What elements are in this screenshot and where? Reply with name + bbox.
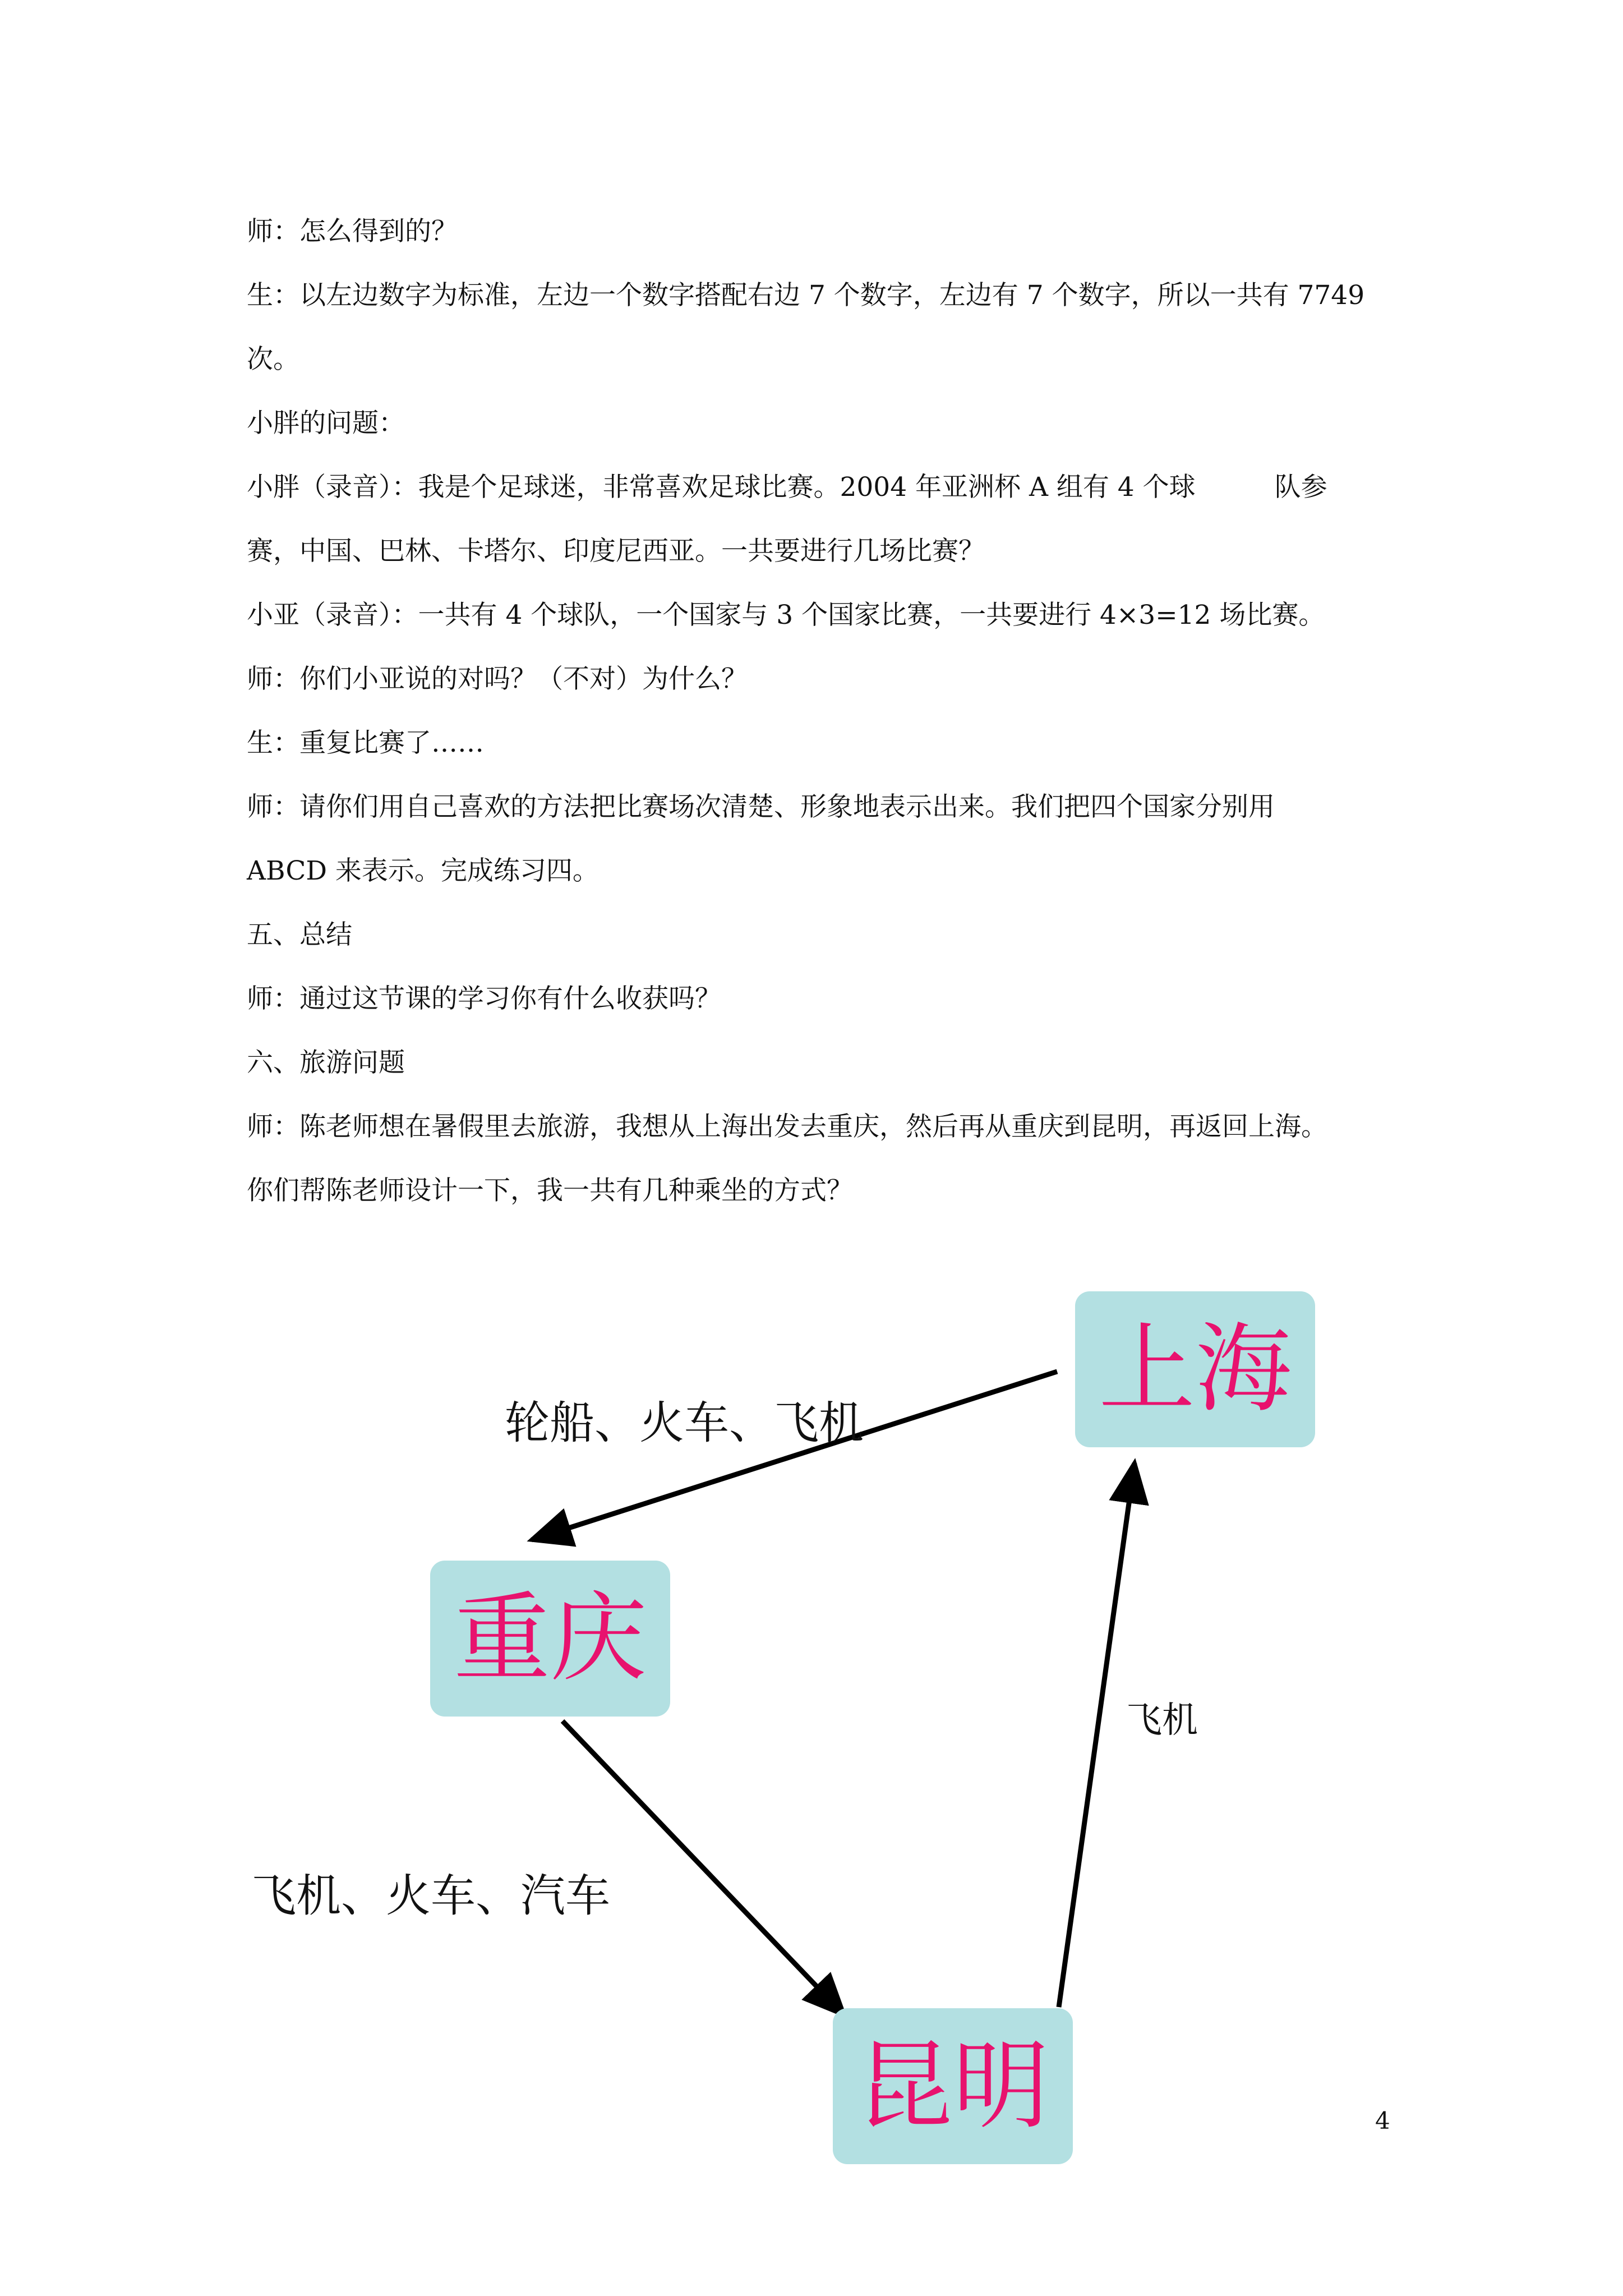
text-line-9: 生：重复比赛了……: [247, 728, 484, 758]
text-line-5: 小胖（录音）：我是个足球迷，非常喜欢足球比赛。2004 年亚洲杯 A 组有 4 个球 队参: [247, 472, 1327, 503]
label-chongqing-kunming: 飞机、火车、汽车: [251, 1870, 610, 1922]
text-line-10: 师：请你们用自己喜欢的方法把比赛场次清楚、形象地表示出来。我们把四个国家分别用: [247, 792, 1275, 822]
page-number: 4: [1375, 2107, 1390, 2134]
node-kunming: 昆明: [833, 2008, 1073, 2164]
text-line-12: 五、总结: [247, 919, 352, 950]
text-line-2: 生：以左边数字为标准，左边一个数字搭配右边 7 个数字，左边有 7 个数字，所以一共有 7749: [247, 280, 1365, 311]
arrow-chongqing-to-kunming: [562, 1721, 844, 2015]
text-line-14: 六、旅游问题: [247, 1047, 405, 1078]
node-shanghai: 上海: [1075, 1291, 1315, 1447]
text-line-1: 师：怎么得到的？: [247, 216, 458, 247]
text-line-13: 师：通过这节课的学习你有什么收获吗？: [247, 983, 721, 1014]
label-kunming-shanghai: 飞机: [1126, 1700, 1198, 1741]
label-shanghai-chongqing: 轮船、火车、飞机: [505, 1397, 864, 1449]
text-line-16: 你们帮陈老师设计一下，我一共有几种乘坐的方式？: [247, 1175, 853, 1206]
text-line-8: 师：你们小亚说的对吗？（不对）为什么？: [247, 664, 748, 694]
node-chongqing: 重庆: [430, 1561, 670, 1717]
text-line-15: 师：陈老师想在暑假里去旅游，我想从上海出发去重庆，然后再从重庆到昆明，再返回上海。: [247, 1111, 1327, 1142]
text-line-4: 小胖的问题：: [247, 408, 405, 439]
arrow-kunming-to-shanghai: [1059, 1463, 1135, 2007]
text-line-3: 次。: [247, 344, 299, 375]
text-line-6: 赛，中国、巴林、卡塔尔、印度尼西亚。一共要进行几场比赛？: [247, 536, 985, 567]
text-line-11: ABCD 来表示。完成练习四。: [247, 855, 599, 886]
text-line-7: 小亚（录音）：一共有 4 个球队，一个国家与 3 个国家比赛，一共要进行 4×3=12 场比赛。: [247, 600, 1325, 631]
